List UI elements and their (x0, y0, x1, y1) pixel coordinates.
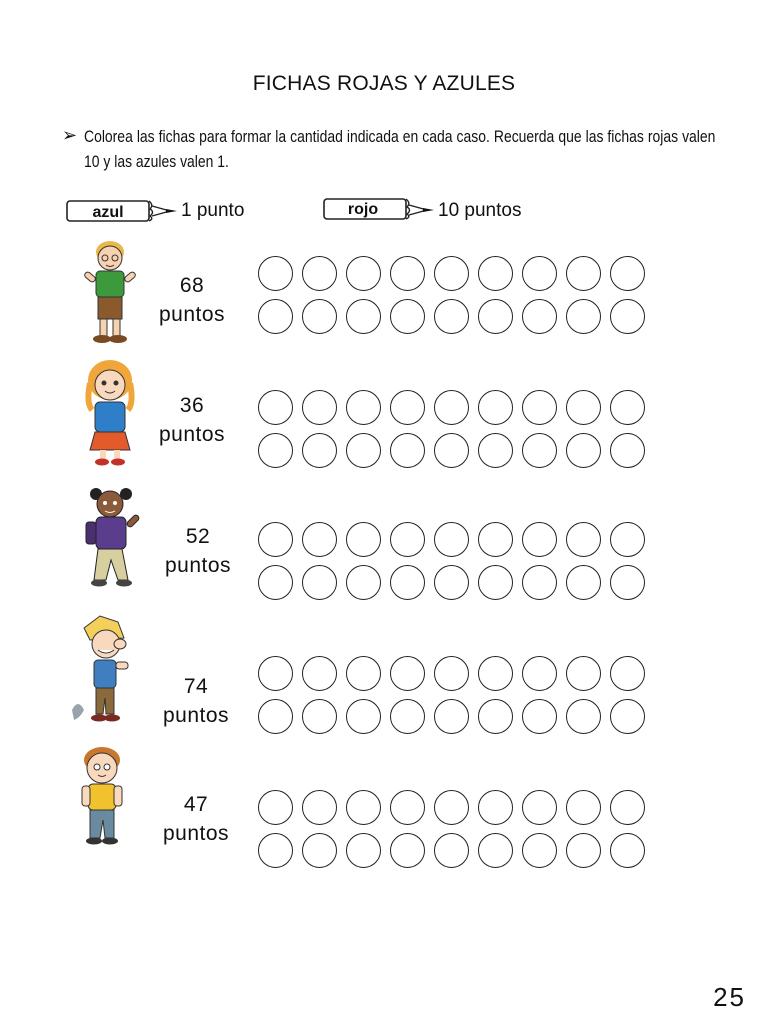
chip[interactable] (258, 833, 293, 868)
chip-line (258, 433, 645, 468)
points-number: 52 (185, 525, 211, 548)
chip[interactable] (434, 833, 469, 868)
chip[interactable] (390, 699, 425, 734)
girl-purple-jacket-illustration (80, 484, 146, 592)
chip[interactable] (522, 699, 557, 734)
chip-line (258, 790, 645, 825)
chip[interactable] (478, 390, 513, 425)
chip[interactable] (566, 522, 601, 557)
chip[interactable] (610, 565, 645, 600)
chip[interactable] (346, 390, 381, 425)
boy-green-shirt-illustration (72, 238, 148, 346)
chip[interactable] (390, 790, 425, 825)
chip[interactable] (390, 656, 425, 691)
points-label (148, 672, 244, 730)
chip[interactable] (566, 565, 601, 600)
chip[interactable] (434, 299, 469, 334)
pencil-icon (66, 198, 178, 224)
chip-line (258, 299, 645, 334)
chip[interactable] (302, 699, 337, 734)
chip[interactable] (434, 656, 469, 691)
chip[interactable] (434, 522, 469, 557)
legend-blue-value: 1 punto (181, 200, 245, 221)
chip[interactable] (346, 522, 381, 557)
chip[interactable] (478, 256, 513, 291)
chip[interactable] (434, 565, 469, 600)
page-number: 25 (713, 982, 746, 1012)
chip[interactable] (522, 656, 557, 691)
points-unit: puntos (158, 303, 226, 326)
chip-grid (258, 522, 645, 608)
chip[interactable] (478, 522, 513, 557)
chip[interactable] (434, 699, 469, 734)
chip-grid (258, 390, 645, 476)
legend-red-value: 10 puntos (438, 200, 522, 221)
chip[interactable] (522, 833, 557, 868)
page-title: FICHAS ROJAS Y AZULES (252, 72, 516, 95)
chip[interactable] (478, 699, 513, 734)
chip-line (258, 699, 645, 734)
chip-grid (258, 256, 645, 342)
chip[interactable] (478, 433, 513, 468)
chip[interactable] (610, 256, 645, 291)
chip[interactable] (610, 833, 645, 868)
chip[interactable] (302, 256, 337, 291)
chip[interactable] (390, 565, 425, 600)
chip[interactable] (478, 656, 513, 691)
chip[interactable] (610, 522, 645, 557)
points-label (144, 391, 240, 449)
chip[interactable] (258, 299, 293, 334)
chip[interactable] (390, 433, 425, 468)
chip[interactable] (302, 790, 337, 825)
chip[interactable] (522, 299, 557, 334)
chip-grid (258, 656, 645, 742)
chip[interactable] (522, 433, 557, 468)
chip[interactable] (478, 299, 513, 334)
chip-line (258, 565, 645, 600)
chip[interactable] (258, 699, 293, 734)
legend-red-word: rojo (347, 201, 379, 218)
chip[interactable] (478, 790, 513, 825)
chip[interactable] (566, 699, 601, 734)
chip[interactable] (566, 790, 601, 825)
chip[interactable] (478, 833, 513, 868)
chip[interactable] (346, 833, 381, 868)
chip[interactable] (258, 790, 293, 825)
chip[interactable] (434, 433, 469, 468)
boy-yellow-shirt-illustration (74, 744, 130, 850)
chip[interactable] (258, 656, 293, 691)
points-unit: puntos (164, 554, 232, 577)
chip[interactable] (566, 299, 601, 334)
chip-line (258, 522, 645, 557)
chip[interactable] (390, 256, 425, 291)
chip[interactable] (302, 656, 337, 691)
chip[interactable] (478, 565, 513, 600)
chip[interactable] (434, 256, 469, 291)
chip[interactable] (610, 390, 645, 425)
chip[interactable] (610, 433, 645, 468)
pencil-icon (323, 198, 435, 224)
chip[interactable] (302, 522, 337, 557)
chip[interactable] (346, 656, 381, 691)
chip[interactable] (346, 433, 381, 468)
chip[interactable] (522, 565, 557, 600)
chip[interactable] (434, 390, 469, 425)
points-label (144, 271, 240, 329)
chip-grid (258, 790, 645, 876)
chip[interactable] (302, 390, 337, 425)
chip[interactable] (258, 256, 293, 291)
chip[interactable] (522, 256, 557, 291)
chip[interactable] (346, 256, 381, 291)
arrow-bullet-icon: ➢ (62, 125, 78, 145)
points-number: 47 (183, 793, 209, 816)
chip[interactable] (566, 656, 601, 691)
points-number: 68 (179, 274, 205, 297)
chip[interactable] (302, 833, 337, 868)
chip[interactable] (258, 565, 293, 600)
points-label (148, 790, 244, 848)
chip[interactable] (346, 790, 381, 825)
legend-blue (66, 198, 266, 226)
chip[interactable] (566, 433, 601, 468)
chip[interactable] (390, 299, 425, 334)
chip[interactable] (258, 522, 293, 557)
chip-line (258, 256, 645, 291)
chip[interactable] (258, 433, 293, 468)
chip[interactable] (302, 299, 337, 334)
instruction (62, 124, 722, 174)
girl-blue-shirt-illustration (78, 358, 142, 468)
chip[interactable] (522, 390, 557, 425)
chip-line (258, 656, 645, 691)
chip[interactable] (302, 433, 337, 468)
chip[interactable] (434, 790, 469, 825)
chip[interactable] (522, 522, 557, 557)
boy-thumbs-up-illustration (70, 614, 136, 726)
legend-blue-word: azul (92, 204, 124, 221)
points-number: 36 (179, 394, 205, 417)
chip[interactable] (566, 390, 601, 425)
chip[interactable] (390, 390, 425, 425)
points-unit: puntos (162, 704, 230, 727)
instruction-text: Colorea las fichas para formar la cantidad indicada en cada caso. Recuerda que las fichas rojas valen 10 y las azules valen 1. (84, 127, 716, 171)
chip[interactable] (566, 256, 601, 291)
chip[interactable] (390, 522, 425, 557)
chip[interactable] (522, 790, 557, 825)
chip[interactable] (610, 656, 645, 691)
chip-line (258, 833, 645, 868)
points-unit: puntos (162, 822, 230, 845)
chip[interactable] (610, 790, 645, 825)
chip[interactable] (390, 833, 425, 868)
chip[interactable] (346, 299, 381, 334)
points-unit: puntos (158, 423, 226, 446)
chip[interactable] (610, 699, 645, 734)
chip[interactable] (610, 299, 645, 334)
legend-red (323, 198, 563, 226)
chip[interactable] (258, 390, 293, 425)
chip[interactable] (566, 833, 601, 868)
points-number: 74 (183, 675, 209, 698)
chip[interactable] (346, 565, 381, 600)
chip-line (258, 390, 645, 425)
chip[interactable] (302, 565, 337, 600)
chip[interactable] (346, 699, 381, 734)
points-label (150, 522, 246, 580)
